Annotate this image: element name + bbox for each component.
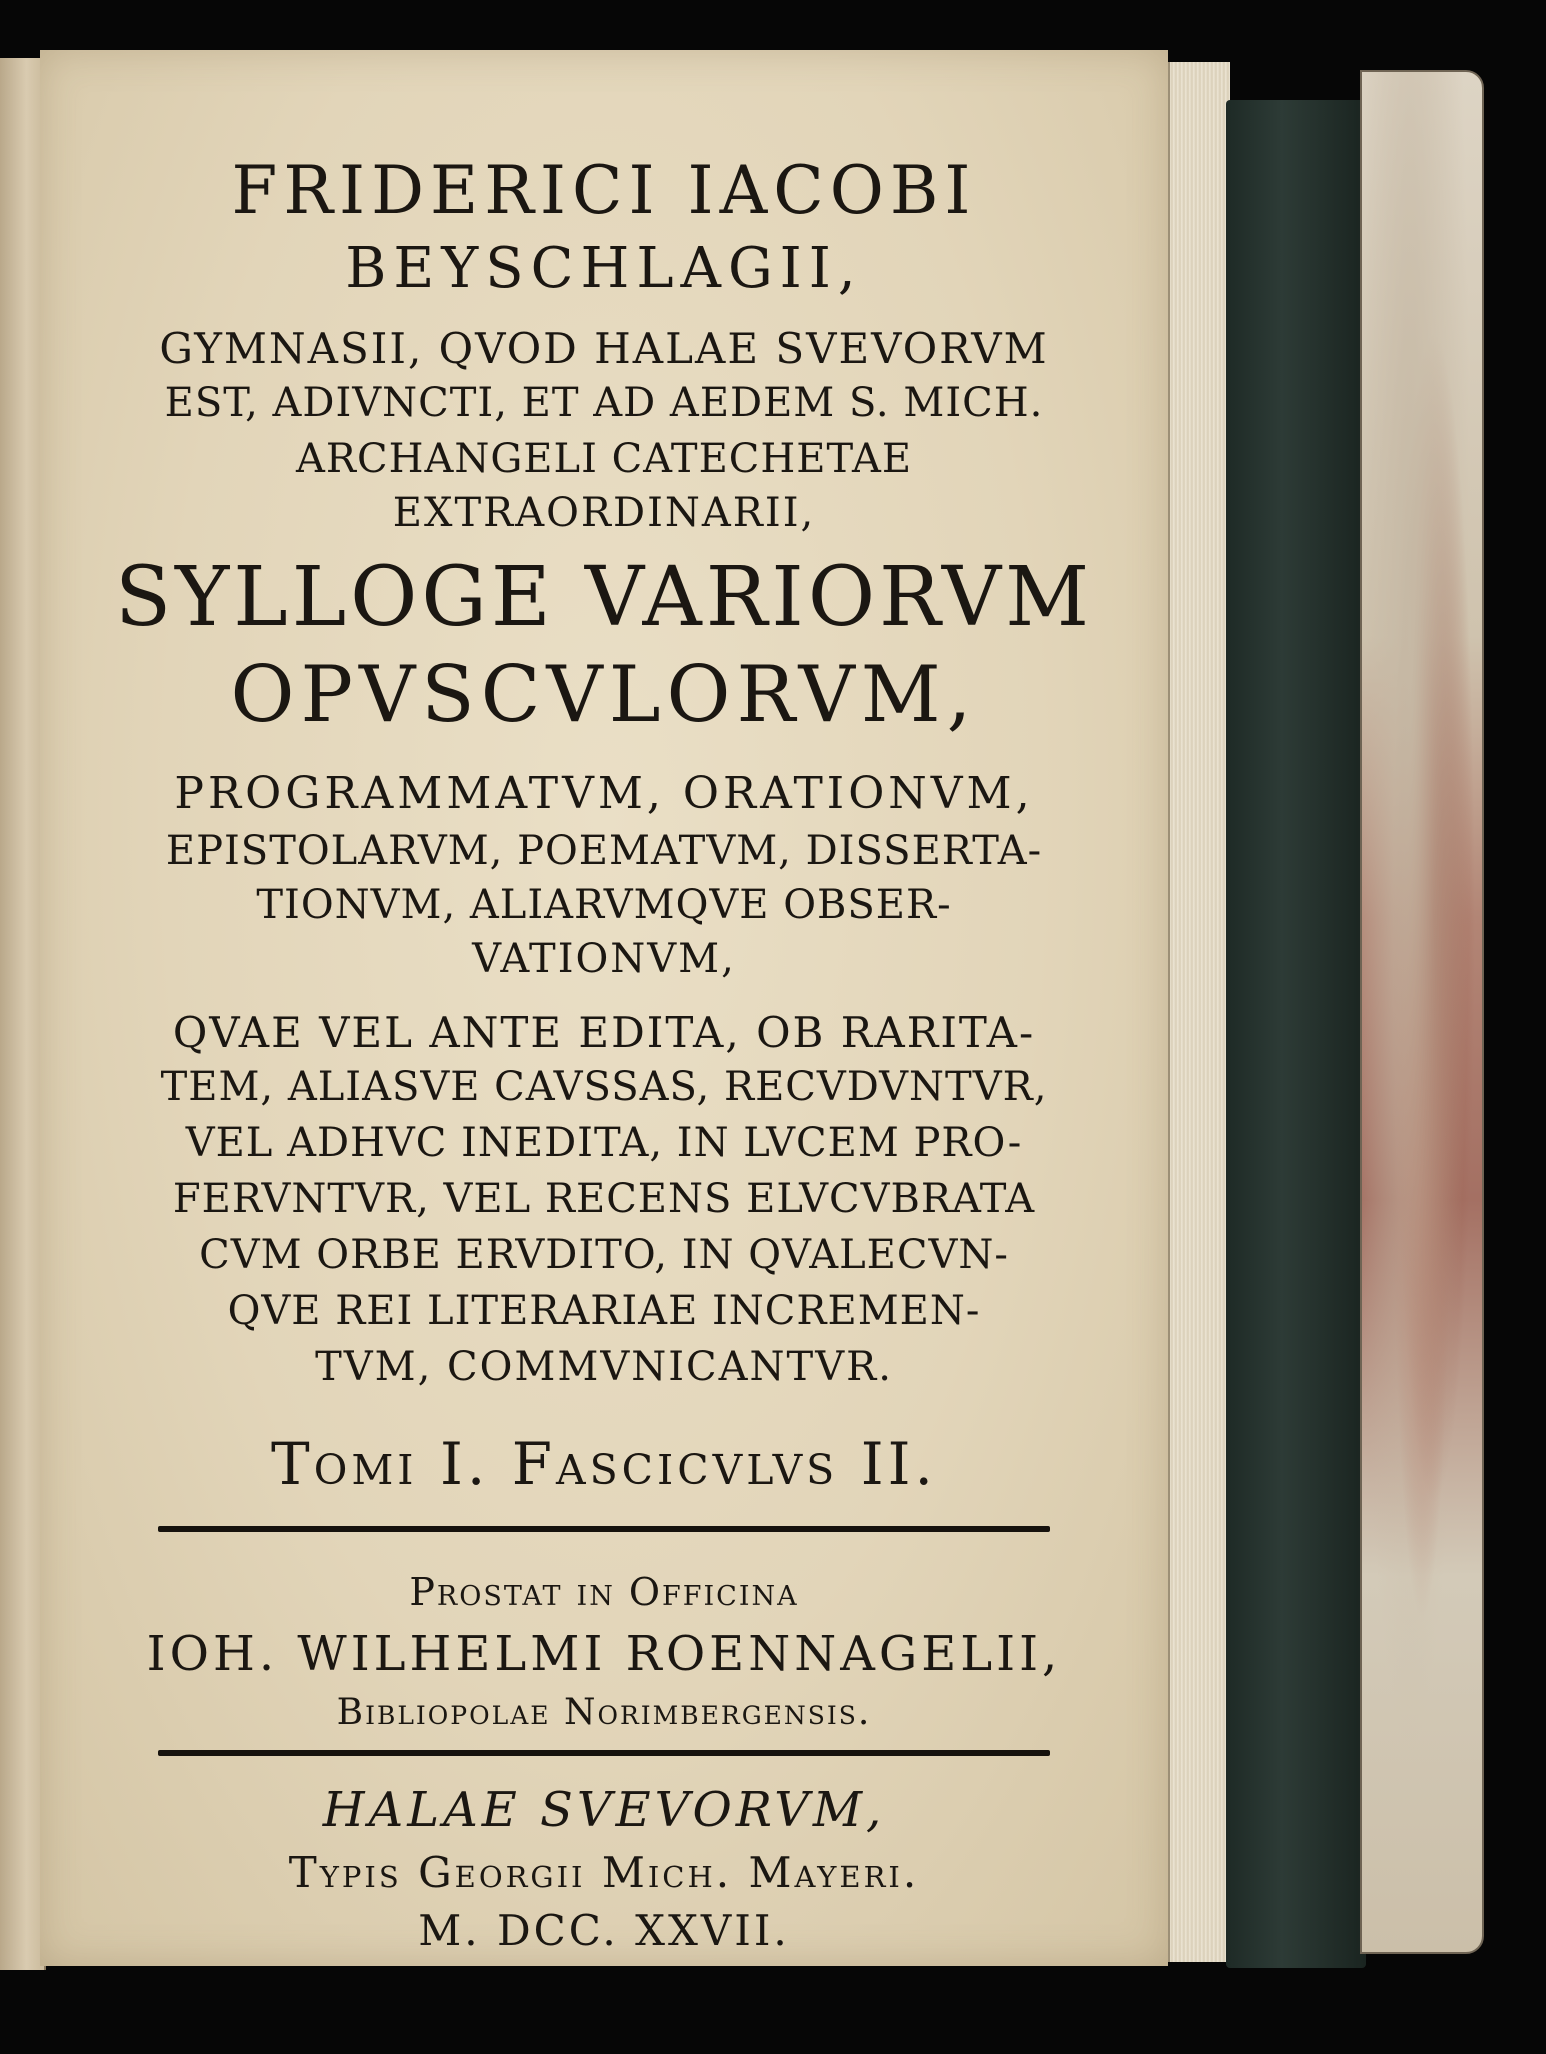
author-title-line-4: EXTRAORDINARII, xyxy=(392,490,816,536)
marbled-cover xyxy=(1360,70,1484,1954)
subtitle-line-3: TIONVM, ALIARVMQVE OBSER- xyxy=(256,882,952,928)
horizontal-rule-lower xyxy=(158,1750,1050,1756)
author-title-line-1: GYMNASII, QVOD HALAE SVEVORVM xyxy=(159,324,1049,373)
work-title-line-2: OPVSCVLORVM, xyxy=(230,650,978,740)
description-line-1: QVAE VEL ANTE EDITA, OB RARITA- xyxy=(172,1008,1036,1057)
publisher-title: Bibliopolae Norimbergensis. xyxy=(336,1692,872,1733)
imprint-year: M. DCC. XXVII. xyxy=(418,1906,790,1955)
description-line-4: FERVNTVR, VEL RECENS ELVCVBRATA xyxy=(172,1176,1036,1222)
author-first-name: FRIDERICI IACOBI xyxy=(231,152,977,229)
publisher-intro: Prostat in Officina xyxy=(409,1570,799,1614)
author-title-line-3: ARCHANGELI CATECHETAE xyxy=(295,436,913,482)
subtitle-line-4: VATIONVM, xyxy=(472,936,736,982)
description-line-2: TEM, ALIASVE CAVSSAS, RECVDVNTVR, xyxy=(160,1064,1048,1110)
title-page-text xyxy=(40,50,1168,1966)
subtitle-line-2: EPISTOLARVM, POEMATVM, DISSERTA- xyxy=(165,828,1043,874)
description-line-7: TVM, COMMVNICANTVR. xyxy=(315,1344,893,1390)
imprint-place: HALAE SVEVORVM, xyxy=(322,1782,886,1838)
work-title-line-1: SYLLOGE VARIORVM xyxy=(114,550,1094,645)
book-spine-edge xyxy=(1226,100,1366,1968)
publisher-name: IOH. WILHELMI ROENNAGELII, xyxy=(146,1626,1062,1682)
subtitle-line-1: PROGRAMMATVM, ORATIONVM, xyxy=(174,768,1034,819)
imprint-printer: Typis Georgii Mich. Mayeri. xyxy=(288,1848,920,1897)
description-line-5: CVM ORBE ERVDITO, IN QVALECVN- xyxy=(199,1232,1009,1278)
page-fore-edge xyxy=(1168,62,1230,1962)
description-line-3: VEL ADHVC INEDITA, IN LVCEM PRO- xyxy=(185,1120,1023,1166)
author-title-line-2: EST, ADIVNCTI, ET AD AEDEM S. MICH. xyxy=(164,380,1044,426)
horizontal-rule-upper xyxy=(158,1526,1050,1532)
description-line-6: QVE REI LITERARIAE INCREMEN- xyxy=(227,1288,981,1334)
volume-statement: Tomi I. Fascicvlvs II. xyxy=(271,1430,937,1498)
title-page xyxy=(40,50,1168,1966)
author-surname: BEYSCHLAGII, xyxy=(345,236,863,301)
